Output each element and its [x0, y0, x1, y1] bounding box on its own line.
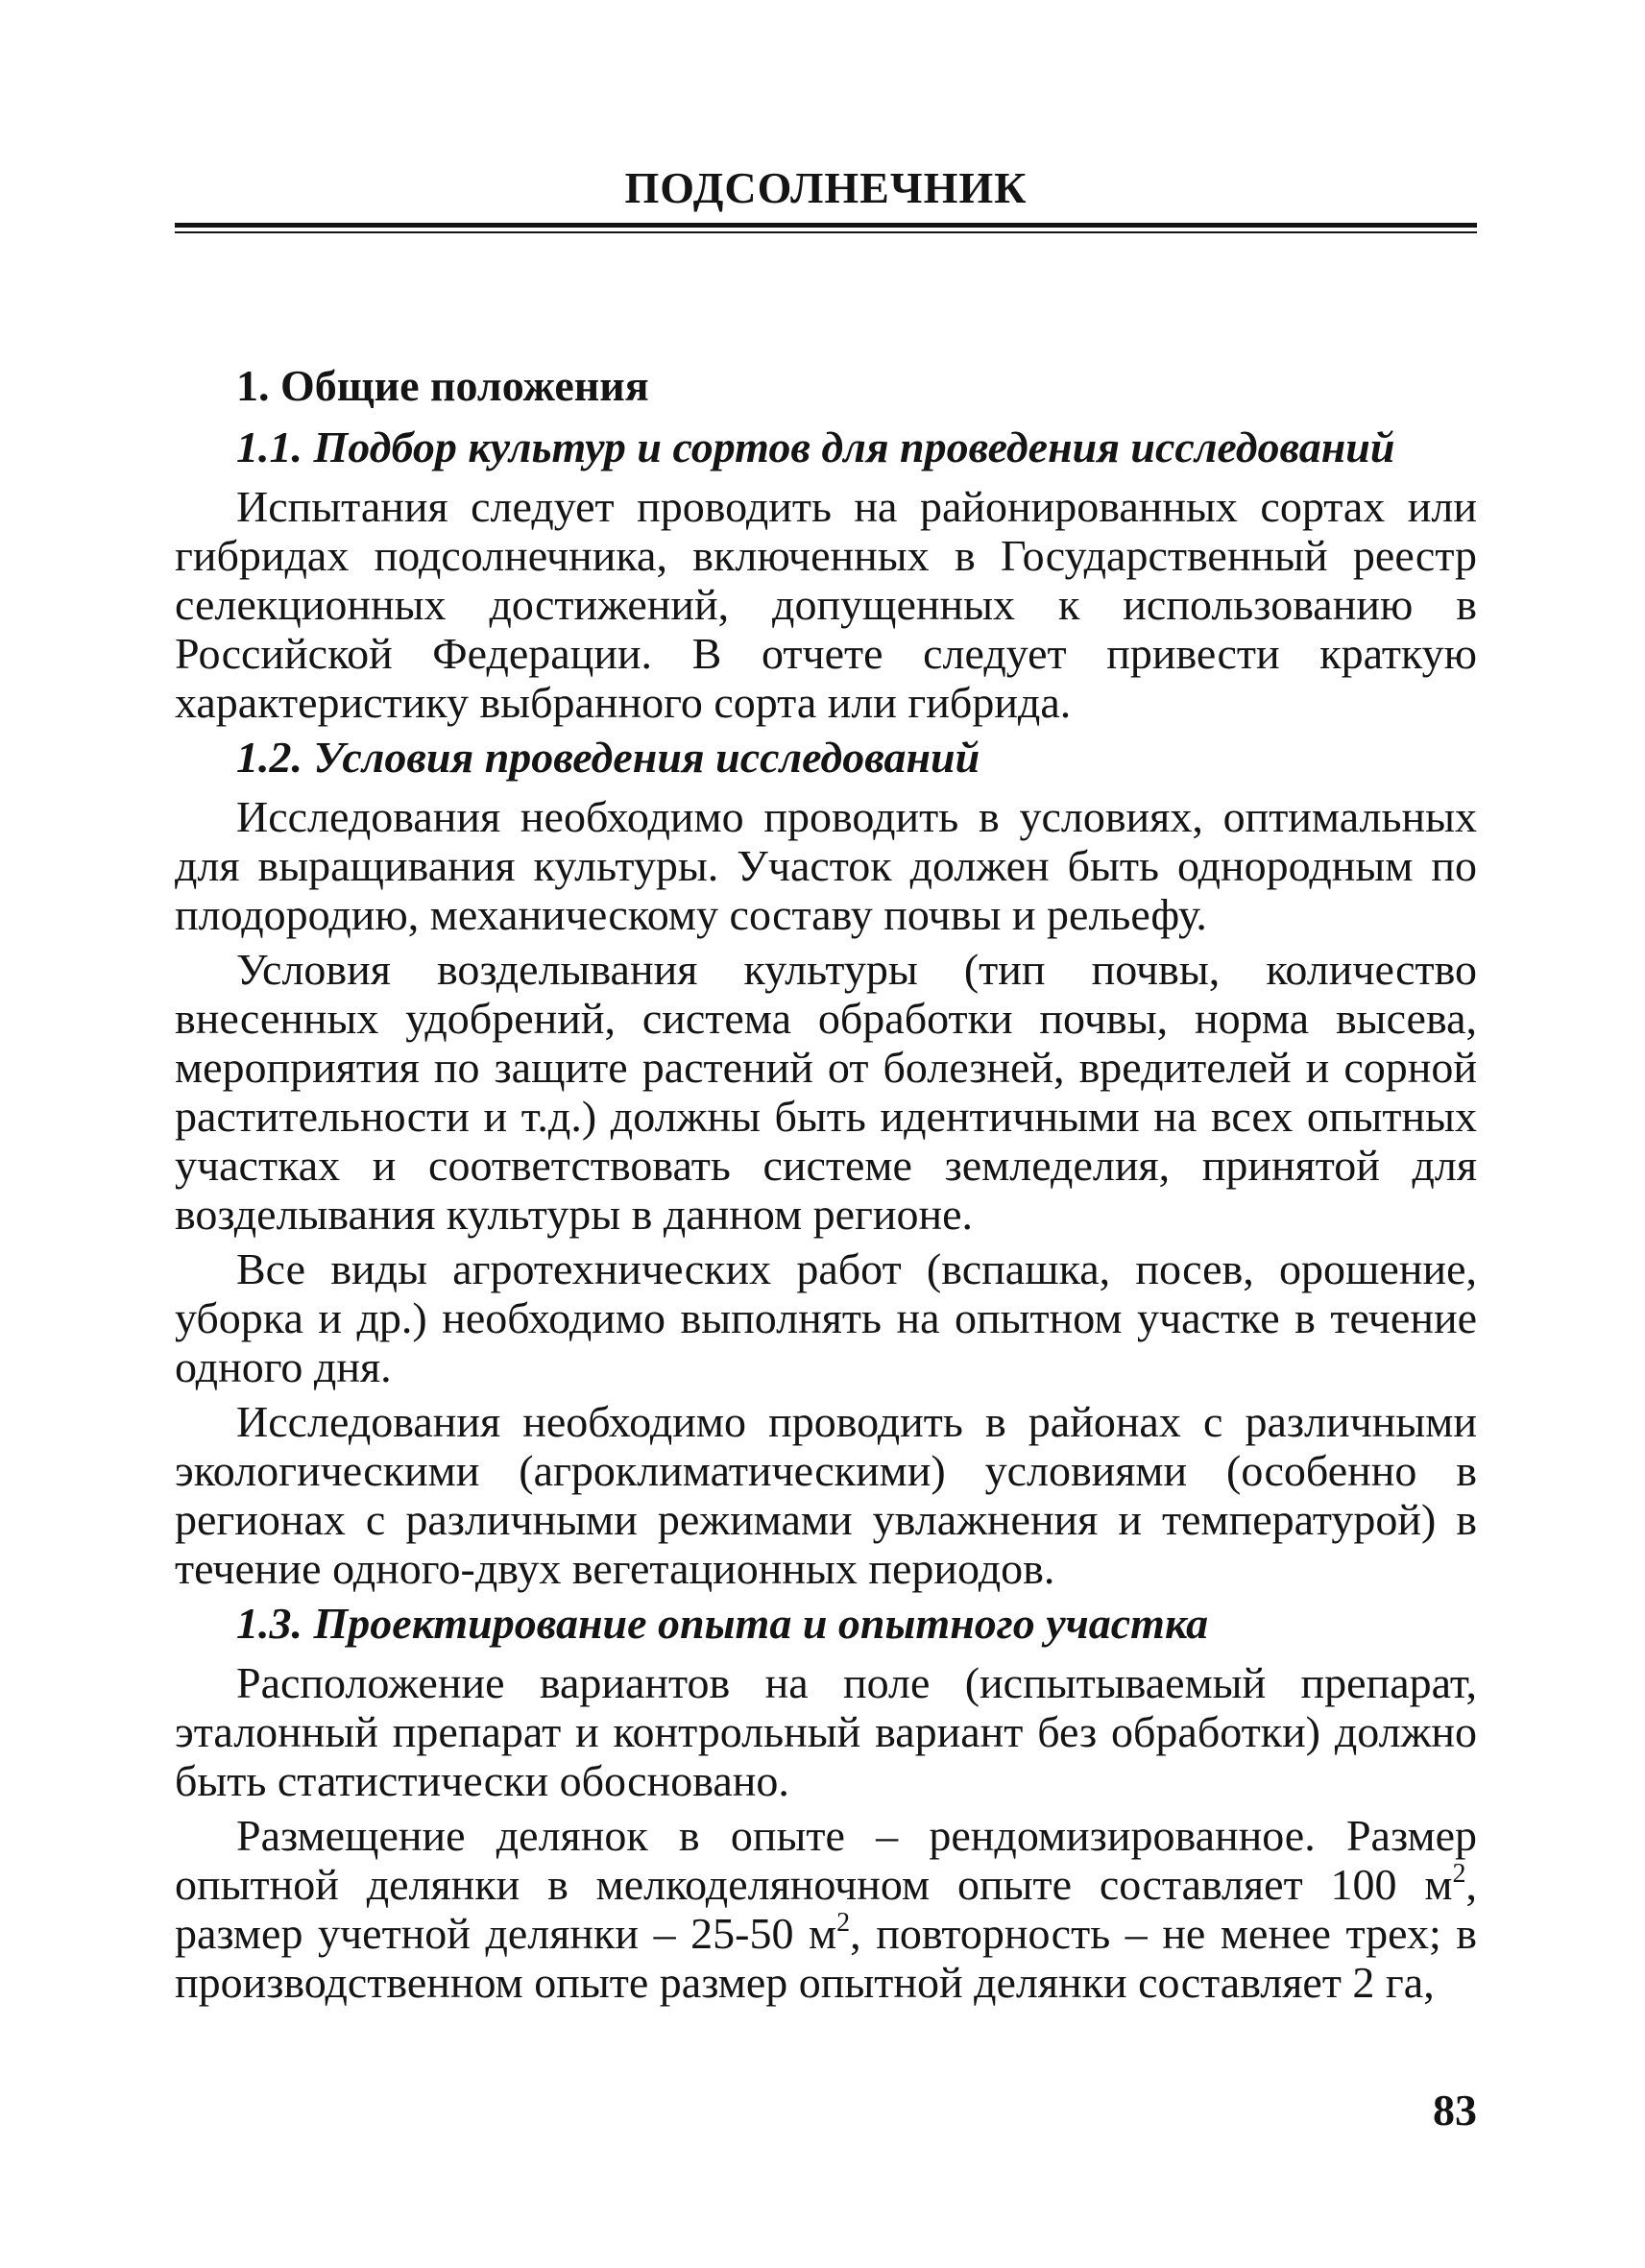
paragraph: Условия возделывания культуры (тип почвы, количество внесенных удобрений, система обработки почвы, норма высева, мероприятия по защите растений от болезней, вредителей и сорной растительности и т.д.) должны быть идентичными на всех опытных участках и соответствовать системе земледелия, принятой для возделывания культуры в данном регионе.	[175, 945, 1477, 1239]
subsection-title-1-3: 1.3. Проектирование опыта и опытного участка	[236, 1599, 1209, 1648]
paragraph: Расположение вариантов на поле (испытываемый препарат, эталонный препарат и контрольный вариант без обработки) должно быть статистически обосновано.	[175, 1658, 1477, 1805]
page-number: 83	[1433, 2086, 1477, 2135]
header-rule-thick	[175, 223, 1477, 228]
superscript: 2	[1452, 1859, 1466, 1889]
subsection-title-1-1: 1.1. Подбор культур и сортов для проведения исследований	[236, 422, 1395, 471]
text-run: , размер учетной делянки – 25-50 м	[175, 1860, 1477, 1958]
page-content	[175, 361, 1477, 2007]
paragraph-plot-size	[175, 1811, 1477, 2007]
paragraph: Исследования необходимо проводить в условиях, оптимальных для выращивания культуры. Участок должен быть однородным по плодородию, механическому составу почвы и рельефу.	[175, 792, 1477, 939]
paragraph: Исследования необходимо проводить в районах с различными экологическими (агроклиматическими) условиями (особенно в регионах с различными режимами увлажнения и температурой) в течение одного-двух вегетационных периодов.	[175, 1397, 1477, 1593]
text-run: Размещение делянок в опыте – рендомизированное. Размер опытной делянки в мелкоделяночном опыте составляет 100 м	[175, 1811, 1477, 1909]
page-header-title: ПОДСОЛНЕЧНИК	[624, 163, 1028, 212]
subsection-title-1-2: 1.2. Условия проведения исследований	[236, 733, 980, 782]
header-rule-thin	[175, 231, 1477, 233]
section-title-1: 1. Общие положения	[236, 361, 649, 410]
paragraph: Все виды агротехнических работ (вспашка, посев, орошение, уборка и др.) необходимо выполнять на опытном участке в течение одного дня.	[175, 1244, 1477, 1391]
text-run: , повторность – не менее трех; в производственном опыте размер опытной делянки составляет 2 га,	[175, 1909, 1478, 2007]
superscript: 2	[836, 1908, 851, 1938]
paragraph: Испытания следует проводить на районированных сортах или гибридах подсолнечника, включенных в Государственный реестр селекционных достижений, допущенных к использованию в Российской Федерации. В отчете следует привести краткую характеристику выбранного сорта или гибрида.	[175, 482, 1477, 727]
